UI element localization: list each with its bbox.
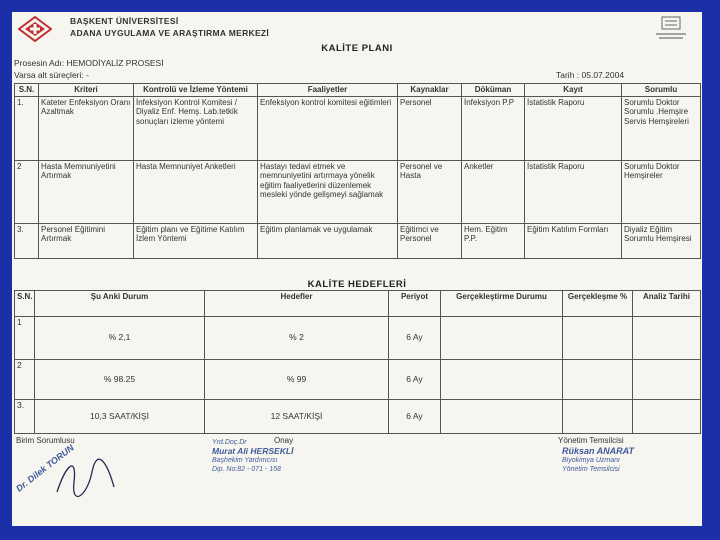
table-row — [15, 317, 701, 360]
cell-current-status: % 98.25 — [35, 360, 205, 400]
col-activities: Faaliyetler — [258, 84, 398, 97]
cell-document: Anketler — [462, 160, 525, 223]
cell-sn: 2 — [15, 160, 39, 223]
cell-record: İstatistik Raporu — [525, 96, 622, 160]
goals-header-row — [15, 291, 701, 317]
rep-name: Rüksan ANARAT — [562, 446, 635, 456]
col-record: Kayıt — [525, 84, 622, 97]
plan-title: KALİTE PLANI — [321, 43, 393, 54]
approver-role: Başhekim Yardımcısı — [212, 457, 278, 464]
cell-criteria: Hasta Memnuniyetini Artırmak — [39, 160, 134, 223]
cell-responsible: Sorumlu Doktor Sorumlu .Hemşire Servis Hemşireleri — [622, 96, 701, 160]
cell-target: % 99 — [205, 360, 389, 400]
cell-realization-percent — [563, 360, 633, 400]
cell-sn: 3. — [15, 223, 39, 258]
cell-period: 6 Ay — [389, 360, 441, 400]
col-document: Döküman — [462, 84, 525, 97]
cell-realization-percent — [563, 317, 633, 360]
col-resources: Kaynaklar — [398, 84, 462, 97]
cell-analysis-date — [633, 317, 701, 360]
col-analysis-date: Analiz Tarihi — [633, 291, 701, 317]
unit-head-signature-icon — [52, 452, 122, 502]
cell-sn: 1. — [15, 96, 39, 160]
cell-control-method: Eğitim planı ve Eğitime Katılım İzlem Yöntemi — [134, 223, 258, 258]
col-period: Periyot — [389, 291, 441, 317]
quality-plan-table — [14, 83, 701, 259]
col-responsible: Sorumlu — [622, 84, 701, 97]
cell-current-status: 10,3 SAAT/KİŞİ — [35, 400, 205, 434]
cell-document: İnfeksiyon P.P — [462, 96, 525, 160]
table-row — [15, 96, 701, 160]
table-row — [15, 160, 701, 223]
cell-period: 6 Ay — [389, 400, 441, 434]
rep-title-label: Yönetim Temsilcisi — [558, 436, 624, 445]
cell-sn: 3. — [15, 400, 35, 434]
cell-activities: Enfeksiyon kontrol komitesi eğitimleri — [258, 96, 398, 160]
rep-stamp — [562, 447, 634, 474]
approver-stamp — [212, 438, 293, 474]
cell-period: 6 Ay — [389, 317, 441, 360]
cell-target: % 2 — [205, 317, 389, 360]
cell-responsible: Diyaliz Eğitim Sorumlu Hemşiresi — [622, 223, 701, 258]
col-targets: Hedefler — [205, 291, 389, 317]
center-name: ADANA UYGULAMA VE ARAŞTIRMA MERKEZİ — [70, 28, 270, 38]
cell-sn: 1 — [15, 317, 35, 360]
col-sn: S.N. — [15, 291, 35, 317]
institution-name — [70, 15, 269, 39]
cell-resources: Personel ve Hasta — [398, 160, 462, 223]
cell-realization-status — [441, 360, 563, 400]
col-realization-percent: Gerçekleşme % — [563, 291, 633, 317]
university-name: BAŞKENT ÜNİVERSİTESİ — [70, 16, 179, 26]
cell-criteria: Personel Eğitimini Artırmak — [39, 223, 134, 258]
table-row — [15, 360, 701, 400]
approver-diploma: Dip. No:82 - 071 - 158 — [212, 466, 281, 473]
col-sn: S.N. — [15, 84, 39, 97]
rep-role: Biyokimya Uzmanı — [562, 457, 620, 464]
unit-head-stamp: Dr. Dilek TORUN — [14, 442, 76, 494]
cell-analysis-date — [633, 360, 701, 400]
col-criteria: Kriteri — [39, 84, 134, 97]
cell-current-status: % 2,1 — [35, 317, 205, 360]
cell-resources: Eğitimci ve Personel — [398, 223, 462, 258]
plan-header-row — [15, 84, 701, 97]
approver-name: Murat Ali HERSEKLİ — [212, 446, 294, 456]
cell-realization-status — [441, 317, 563, 360]
cell-sn: 2 — [15, 360, 35, 400]
cell-analysis-date — [633, 400, 701, 434]
cell-activities: Eğitim planlamak ve uygulamak — [258, 223, 398, 258]
col-control-method: Kontrolü ve İzleme Yöntemi — [134, 84, 258, 97]
goals-title: KALİTE HEDEFLERİ — [307, 279, 407, 290]
document-header — [12, 12, 702, 46]
university-logo-icon — [18, 16, 52, 42]
cell-record: Eğitim Katılım Formları — [525, 223, 622, 258]
cell-resources: Personel — [398, 96, 462, 160]
col-realization-status: Gerçekleştirme Durumu — [441, 291, 563, 317]
rep-role-2: Yönetim Temsilcisi — [562, 466, 620, 473]
cell-criteria: Kateter Enfeksiyon Oranı Azaltmak — [39, 96, 134, 160]
subprocess-line: Varsa alt süreçleri: - — [14, 70, 89, 80]
table-row — [15, 400, 701, 434]
approval-label: Onay — [274, 436, 294, 445]
cell-record: İstatistik Raporu — [525, 160, 622, 223]
cell-realization-status — [441, 400, 563, 434]
cell-target: 12 SAAT/KİŞİ — [205, 400, 389, 434]
document-page — [12, 12, 702, 526]
cell-realization-percent — [563, 400, 633, 434]
quality-goals-table — [14, 290, 701, 434]
cell-responsible: Sorumlu Doktor Hemşireler — [622, 160, 701, 223]
unit-head-label: Birim Sorumlusu — [16, 436, 75, 445]
process-name: Prosesin Adı: HEMODİYALİZ PROSESİ — [14, 58, 164, 68]
cell-control-method: Hasta Memnuniyet Anketleri — [134, 160, 258, 223]
cell-activities: Hastayı tedavi etmek ve memnuniyetini artırmaya yönelik eğitim faaliyetlerini düzenlemek mesleki yönde gelişmeyi sağlamak — [258, 160, 398, 223]
table-row — [15, 223, 701, 258]
cell-control-method: İnfeksiyon Kontrol Komitesi / Diyaliz Enf. Hemş. Lab.tetkik sonuçları izleme yöntemi — [134, 96, 258, 160]
col-current-status: Şu Anki Durum — [35, 291, 205, 317]
plan-date: Tarih : 05.07.2004 — [556, 70, 625, 80]
accreditation-seal-icon — [654, 15, 688, 41]
cell-document: Hem. Eğitim P.P. — [462, 223, 525, 258]
approver-title: Yrd.Doç.Dr — [212, 439, 247, 446]
